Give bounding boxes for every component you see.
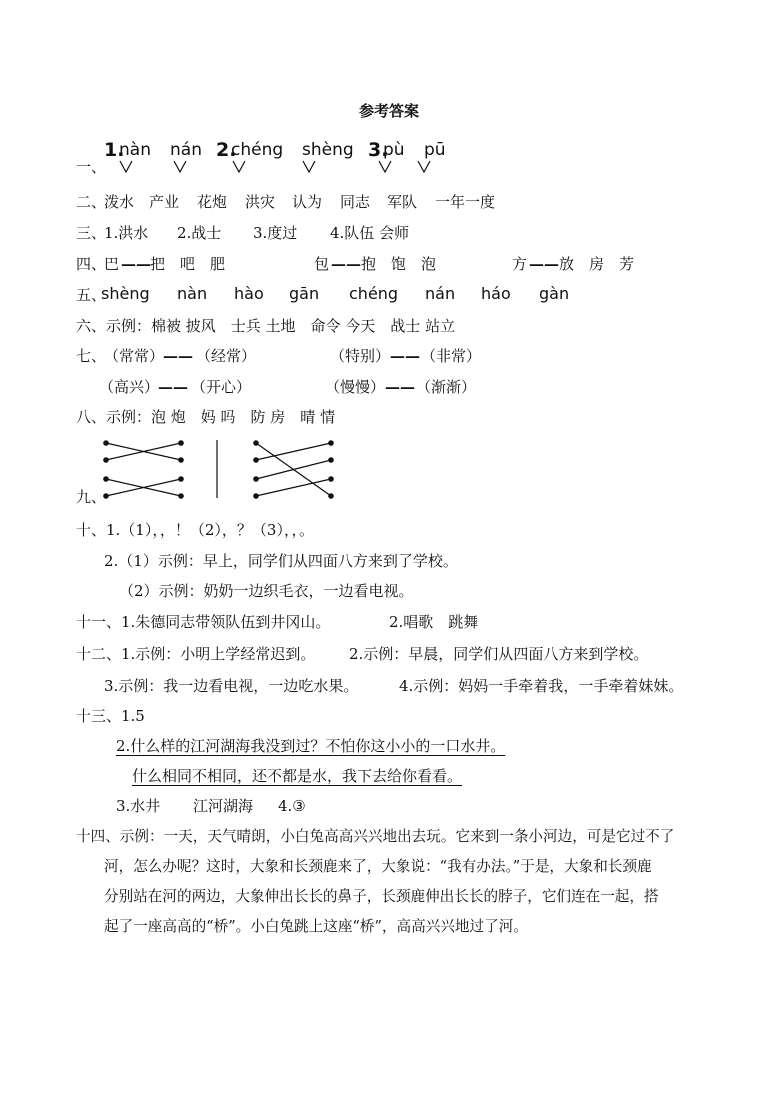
q4-root-3: 方 <box>512 255 528 273</box>
check-mark <box>418 161 430 172</box>
q1-pinyin-5: pù <box>383 140 405 160</box>
match-dot <box>254 441 258 445</box>
q1-num-2: 2. <box>216 139 237 161</box>
q7-dash: —— <box>163 347 193 365</box>
q3-label: 三、 <box>76 224 107 242</box>
q4-root-1: 巴 <box>104 255 120 273</box>
q7-pair-a: （特别） <box>330 347 391 365</box>
match-dot <box>179 458 183 462</box>
q14-line: 起了一座高高的“桥”。小白兔跳上这座“桥”，高高兴兴地过了河。 <box>104 918 528 935</box>
q1-pinyin-6: pū <box>424 140 446 160</box>
q4-dash-1: —— <box>121 255 151 273</box>
q13-line-4b: 江河湖海 <box>193 797 254 815</box>
q5-pinyin: hào <box>234 284 264 303</box>
q3-item: 1.洪水 <box>104 224 149 242</box>
q7-pair-b: （经常） <box>196 347 257 365</box>
q5-pinyin: nàn <box>177 284 208 303</box>
q5-pinyin: nán <box>425 284 456 303</box>
check-mark <box>174 161 186 172</box>
q10-line-3: （2）示例：奶奶一边织毛衣，一边看电视。 <box>119 582 414 600</box>
q7-pair-a: （常常） <box>104 347 165 365</box>
q2-word: 泼水 <box>104 193 135 211</box>
q2-word: 花炮 <box>197 193 228 211</box>
match-dot <box>179 441 183 445</box>
q1-pinyin-2: nán <box>170 140 202 160</box>
q5-pinyin: shèng <box>101 284 150 303</box>
q7-dash: —— <box>390 347 420 365</box>
q3-item: 2.战士 <box>177 224 222 242</box>
q2-word: 军队 <box>387 193 418 211</box>
q3-item: 4.队伍 会师 <box>330 224 410 242</box>
q7-pair-a: （慢慢） <box>325 378 386 396</box>
q4-root-2: 包 <box>314 255 330 273</box>
q7-pair-b: （开心） <box>191 378 252 396</box>
q13-line-2: 2.什么样的江河湖海我没到过？不怕你这小小的一口水井。 <box>116 737 506 755</box>
q1-pinyin-1: nàn <box>119 140 151 160</box>
q10-line-2: 2.（1）示例：早上，同学们从四面八方来到了学校。 <box>104 552 458 570</box>
q4-dash-2: —— <box>331 255 361 273</box>
q9-label: 九、 <box>76 488 107 506</box>
match-dot <box>179 477 183 481</box>
q2-word: 同志 <box>340 193 371 211</box>
match-dot <box>329 477 333 481</box>
q2-word: 认为 <box>292 193 323 211</box>
q3-item: 3.度过 <box>253 224 298 242</box>
match-dot <box>254 494 258 498</box>
q1-num-3: 3. <box>368 139 389 161</box>
q5-pinyin: gān <box>289 284 320 303</box>
match-dot <box>104 458 108 462</box>
q7-pair-b: （非常） <box>421 347 482 365</box>
q5-label: 五、 <box>76 286 107 304</box>
q13-line-4a: 3.水井 <box>116 797 161 815</box>
match-line <box>256 460 331 479</box>
match-dot <box>104 477 108 481</box>
q6-line: 六、示例：棉被 披风 士兵 土地 命令 今天 战士 站立 <box>76 317 456 335</box>
q4-words-1: 把 吧 肥 <box>150 255 226 273</box>
q4-words-2: 抱 饱 泡 <box>361 255 437 273</box>
q12-line-a: 十二、1.示例：小明上学经常迟到。 <box>76 645 316 663</box>
q4-label: 四、 <box>76 255 107 273</box>
q2-word: 产业 <box>149 193 180 211</box>
q1-num-1: 1. <box>104 139 125 161</box>
q13-line-1: 十三、1.5 <box>76 707 145 725</box>
match-dot <box>254 458 258 462</box>
q14-line: 河，怎么办呢？这时，大象和长颈鹿来了，大象说：“我有办法。”于是，大象和长颈鹿 <box>104 858 652 875</box>
check-mark <box>120 161 132 172</box>
q14-line: 十四、示例：一天，天气晴朗，小白兔高高兴兴地出去玩。它来到一条小河边，可是它过不了 <box>76 828 675 845</box>
match-dot <box>254 477 258 481</box>
q11-line-a: 十一、1.朱德同志带领队伍到井冈山。 <box>76 613 331 631</box>
match-dot <box>329 458 333 462</box>
check-mark <box>303 161 315 172</box>
q7-pair-a: （高兴） <box>99 378 160 396</box>
q13-line-4c: 4.③ <box>278 797 306 815</box>
q11-line-b: 2.唱歌 跳舞 <box>389 613 479 631</box>
q7-dash: —— <box>158 378 188 396</box>
q1-pinyin-4: shèng <box>302 140 354 160</box>
q7-pair-b: （渐渐） <box>416 378 477 396</box>
match-dot <box>104 441 108 445</box>
q2-label: 二、 <box>76 193 107 211</box>
match-dot <box>179 494 183 498</box>
check-mark <box>379 161 391 172</box>
q5-pinyin: chéng <box>349 284 399 303</box>
q12-line-c: 3.示例：我一边看电视，一边吃水果。 <box>104 677 359 695</box>
q7-dash: —— <box>385 378 415 396</box>
q7-label: 七、 <box>76 347 107 365</box>
q4-words-3: 放 房 芳 <box>559 255 635 273</box>
q4-dash-3: —— <box>529 255 559 273</box>
page-title: 参考答案 <box>359 102 420 120</box>
q14-line: 分别站在河的两边，大象伸出长长的鼻子，长颈鹿伸出长长的脖子，它们连在一起，搭 <box>104 888 659 905</box>
q1-pinyin-3: chéng <box>231 140 284 160</box>
q12-line-b: 2.示例：早晨，同学们从四面八方来到学校。 <box>349 645 649 663</box>
q13-line-3: 什么相同不相同，还不都是水，我下去给你看看。 <box>132 767 463 785</box>
q5-pinyin: háo <box>481 284 511 303</box>
q5-pinyin: gàn <box>539 284 570 303</box>
q1-label: 一、 <box>76 158 107 176</box>
q2-word: 一年一度 <box>435 193 496 211</box>
check-mark <box>233 161 245 172</box>
q2-word: 洪灾 <box>245 193 276 211</box>
q10-line-1: 十、1.（1），，！（2），？（3），，。 <box>76 521 314 539</box>
q8-line: 八、示例：泡 炮 妈 吗 防 房 晴 情 <box>76 408 336 426</box>
match-dot <box>329 494 333 498</box>
match-dot <box>329 441 333 445</box>
q12-line-d: 4.示例：妈妈一手牵着我，一手牵着妹妹。 <box>399 677 684 695</box>
